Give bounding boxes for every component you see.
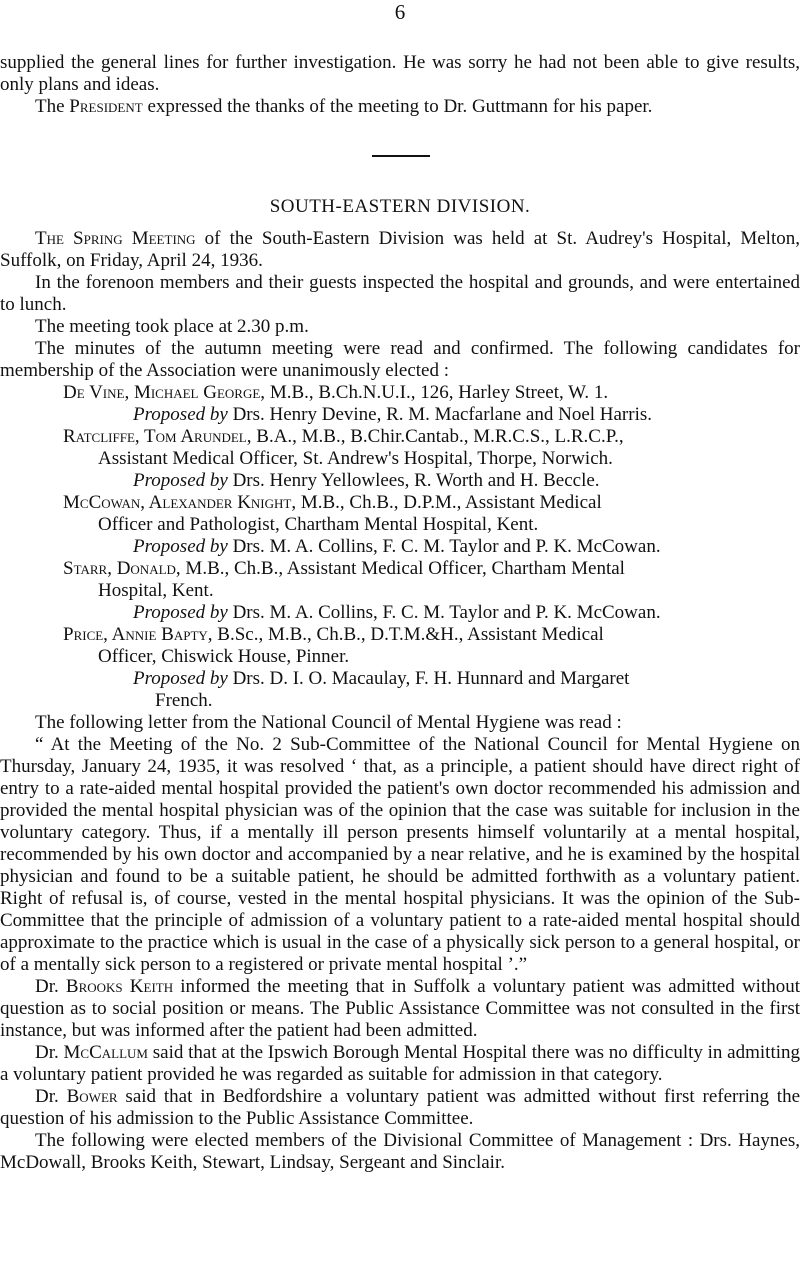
forenoon-paragraph: In the forenoon members and their guests inspected the hospital and grounds, and were entertained to lunch.: [0, 272, 800, 315]
division-report: [0, 228, 800, 1174]
proposers-continued: French.: [155, 690, 213, 711]
speaker-name: McCallum: [63, 1042, 148, 1063]
proposers-text: Drs. Henry Devine, R. M. Macfarlane and Noel Harris.: [232, 404, 653, 425]
meeting-time-paragraph: The meeting took place at 2.30 p.m.: [35, 316, 309, 337]
spring-meeting-label: The Spring Meeting: [35, 228, 196, 249]
member-entry: [63, 426, 800, 470]
member-proposers: [133, 404, 800, 426]
member-details-continued: Officer and Pathologist, Chartham Mental Hospital, Kent.: [98, 514, 539, 535]
member-name: McCowan, Alexander Knight,: [63, 492, 297, 513]
spring-meeting-text: of the South-Eastern Division was held at St. Audrey's Hospital, Melton, Suffolk, on Friday, April 24, 1936.: [0, 228, 800, 271]
spring-meeting-paragraph: [0, 228, 800, 272]
member-details: M.B., B.Ch.N.U.I., 126, Harley Street, W. 1.: [269, 382, 609, 403]
letter-body: “ At the Meeting of the No. 2 Sub-Committee of the National Council for Mental Hygiene on Thursday, January 24, 1935, it was resolved ‘ that, as a principle, a patient should have direct right of entry to a rate-aided mental hospital provided the patient's own doctor recommended his admission and provided the mental hospital physician was of the opinion that the case was suitable for inclusion in the voluntary category. Thus, if a mentally ill person presents himself voluntarily at a mental hospital, recommended by his own doctor and accompanied by a near relative, and he is examined by the hospital physician and found to be a suitable patient, he should be admitted forthwith as a voluntary patient. Right of refusal is, of course, vested in the mental hospital physicians. It was the opinion of the Sub-Committee that the principle of admission of a voluntary patient to a rate-aided mental hospital should approximate to the practice which is usual in the case of a physically sick person to a general hospital, or of a mentally sick person to a registered or private mental hospital ’.”: [0, 734, 800, 975]
member-proposers: [133, 668, 800, 712]
proposers-text: Drs. M. A. Collins, F. C. M. Taylor and P. K. McCowan.: [232, 536, 661, 557]
proposed-by-label: Proposed by: [133, 536, 228, 557]
member-details-continued: Hospital, Kent.: [98, 580, 214, 601]
intro-p2-rest: expressed the thanks of the meeting to Dr. Guttmann for his paper.: [147, 96, 653, 117]
intro-paragraph-2: [0, 96, 800, 118]
speaker-name: Bower: [66, 1086, 118, 1107]
minutes-paragraph: The minutes of the autumn meeting were read and confirmed. The following candidates for membership of the Association were unanimously elected :: [0, 338, 800, 381]
speaker-name: Brooks Keith: [65, 976, 174, 997]
discussion-prefix: Dr.: [35, 1086, 59, 1107]
member-entry: [63, 558, 800, 602]
member-proposers: [133, 602, 800, 624]
president-name: President: [69, 96, 143, 117]
section-divider: [372, 155, 430, 157]
member-details: B.Sc., M.B., Ch.B., D.T.M.&H., Assistant Medical: [217, 624, 604, 645]
member-details: B.A., M.B., B.Chir.Cantab., M.R.C.S., L.R.C.P.,: [256, 426, 624, 447]
member-proposers: [133, 536, 800, 558]
member-name: De Vine, Michael George,: [63, 382, 266, 403]
discussion-text: said that in Bedfordshire a voluntary patient was admitted without first referring the question of his admission to the Public Assistance Committee.: [0, 1086, 800, 1129]
page-number: 6: [394, 0, 406, 24]
member-details-continued: Officer, Chiswick House, Pinner.: [98, 646, 350, 667]
committee-election-paragraph: The following were elected members of the Divisional Committee of Management : Drs. Haynes, McDowall, Brooks Keith, Stewart, Lindsay, Sergeant and Sinclair.: [0, 1130, 800, 1173]
proposers-text: Drs. D. I. O. Macaulay, F. H. Hunnard and Margaret: [232, 668, 630, 689]
intro-paragraph-1: supplied the general lines for further investigation. He was sorry he had not been able to give results, only plans and ideas.: [0, 52, 800, 95]
member-entry: [63, 624, 800, 668]
intro-p2-prefix: The: [35, 96, 65, 117]
member-proposers: [133, 470, 800, 492]
discussion-prefix: Dr.: [35, 976, 59, 997]
proposers-text: Drs. M. A. Collins, F. C. M. Taylor and P. K. McCowan.: [232, 602, 661, 623]
member-details: M.B., Ch.B., Assistant Medical Officer, Chartham Mental: [185, 558, 625, 579]
discussion-brooks-keith: [0, 976, 800, 1042]
member-name: Starr, Donald,: [63, 558, 181, 579]
discussion-bower: [0, 1086, 800, 1130]
section-heading: SOUTH-EASTERN DIVISION.: [269, 196, 531, 217]
discussion-mccallum: [0, 1042, 800, 1086]
letter-intro: The following letter from the National Council of Mental Hygiene was read :: [35, 712, 622, 733]
member-details-continued: Assistant Medical Officer, St. Andrew's Hospital, Thorpe, Norwich.: [98, 448, 613, 469]
discussion-text: said that at the Ipswich Borough Mental Hospital there was no difficulty in admitting a voluntary patient provided he was regarded as suitable for admission in that category.: [0, 1042, 800, 1085]
member-entry: [63, 382, 800, 404]
intro-section: [0, 52, 800, 118]
discussion-text: informed the meeting that in Suffolk a voluntary patient was admitted without question as to social position or means. The Public Assistance Committee was not consulted in the first instance, but was informed after the patient had been admitted.: [0, 976, 800, 1041]
proposers-text: Drs. Henry Yellowlees, R. Worth and H. Beccle.: [232, 470, 600, 491]
member-details: M.B., Ch.B., D.P.M., Assistant Medical: [300, 492, 602, 513]
proposed-by-label: Proposed by: [133, 602, 228, 623]
member-name: Ratcliffe, Tom Arundel,: [63, 426, 252, 447]
member-name: Price, Annie Bapty,: [63, 624, 213, 645]
proposed-by-label: Proposed by: [133, 668, 228, 689]
discussion-prefix: Dr.: [35, 1042, 59, 1063]
proposed-by-label: Proposed by: [133, 470, 228, 491]
proposed-by-label: Proposed by: [133, 404, 228, 425]
member-entry: [63, 492, 800, 536]
